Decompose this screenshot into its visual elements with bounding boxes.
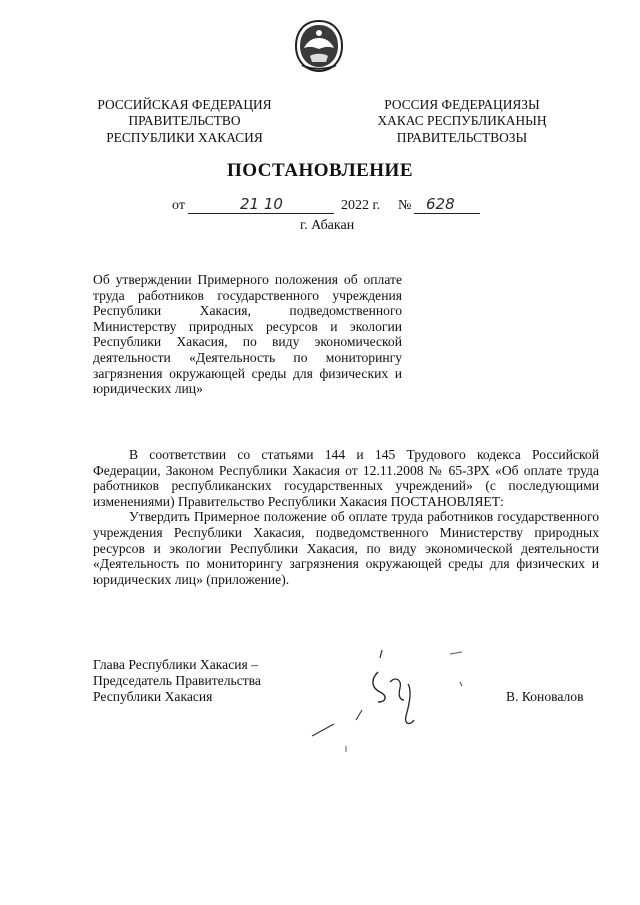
header-right-line-3: ПРАВИТЕЛЬСТВОЗЫ <box>396 129 528 145</box>
handwritten-number: 628 <box>426 195 455 213</box>
signatory-position-line-3: Республики Хакасия <box>93 689 213 704</box>
from-label: от <box>172 198 185 213</box>
signatory-position-line-2: Председатель Правительства <box>93 673 261 688</box>
handwritten-date: 21 10 <box>240 195 283 213</box>
coat-of-arms-icon <box>292 18 346 74</box>
signatory-position <box>93 657 261 705</box>
signatory-position-line-1: Глава Республики Хакасия – <box>93 657 258 672</box>
header-left-line-2: ПРАВИТЕЛЬСТВО <box>128 113 241 129</box>
header-right-line-2: ХАКАС РЕСПУБЛИКАНЫҢ <box>377 113 547 129</box>
document-subject: Об утверждении Примерного положения об оплате труда работников государственного учреждения Республики Хакасия, подведомственного Министерству природных ресурсов и экологии Республики Хакасия, по виду экономической деятельности «Деятельность по мониторингу загрязнения окружающей среды для физических и юридических лиц» <box>93 272 402 397</box>
year: 2022 г. <box>341 198 381 213</box>
body-paragraph-1: В соответствии со статьями 144 и 145 Трудового кодекса Российской Федерации, Законом Республики Хакасия от 12.11.2008 № 65-ЗРХ «Об оплате труда работников республиканских государственных учреждений» (с последующими изменениями) Правительство Республики Хакасия ПОСТАНОВЛЯЕТ: <box>93 447 599 509</box>
header-left-line-1: РОССИЙСКАЯ ФЕДЕРАЦИЯ <box>97 97 272 112</box>
header-right-line-1: РОССИЯ ФЕДЕРАЦИЯЗЫ <box>384 97 540 112</box>
city: г. Абакан <box>300 218 355 233</box>
document-body <box>93 447 599 587</box>
signatory-name: В. Коновалов <box>506 689 584 704</box>
date-line <box>0 195 640 220</box>
signature-icon <box>300 640 480 760</box>
date-underline <box>188 213 334 214</box>
header-left <box>92 97 277 146</box>
body-paragraph-2: Утвердить Примерное положение об оплате труда работников государственного учреждения Республики Хакасия, подведомственного Министерству природных ресурсов и экологии Республики Хакасия, по виду экономической деятельности «Деятельность по мониторингу загрязнения окружающей среды для физических и юридических лиц» (приложение). <box>93 509 599 587</box>
document-title: ПОСТАНОВЛЕНИЕ <box>226 160 414 181</box>
header-right <box>364 97 560 146</box>
number-underline <box>414 213 480 214</box>
header-left-line-3: РЕСПУБЛИКИ ХАКАСИЯ <box>106 129 263 145</box>
number-label: № <box>398 198 412 213</box>
